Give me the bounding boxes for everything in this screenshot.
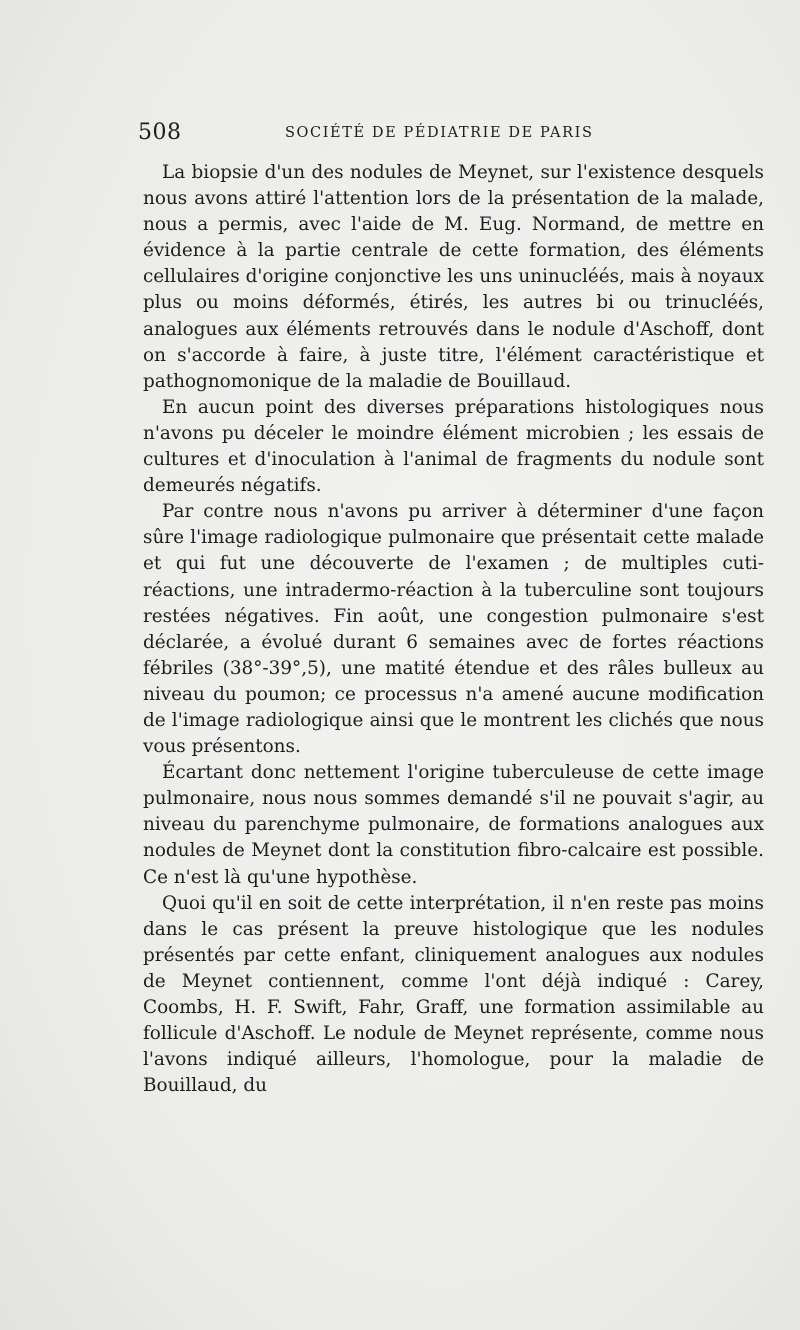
page-number: 508 <box>138 120 182 145</box>
paragraph-biopsy: La biopsie d'un des nodules de Meynet, sur l'existence desquels nous avons attiré l'attention lors de la présentation de la malade, nous a permis, avec l'aide de M. Eug. Normand, de mettre en évidence à la partie centrale de cette formation, des éléments cellulaires d'origine conjonctive les uns uninucléés, mais à noyaux plus ou moins déformés, étirés, les autres bi ou trinucléés, analogues aux éléments retrouvés dans le nodule d'Aschoff, dont on s'accorde à faire, à juste titre, l'élément caractéristique et pathognomonique de la maladie de Bouillaud. <box>143 162 764 392</box>
running-title: SOCIÉTÉ DE PÉDIATRIE DE PARIS <box>285 125 594 141</box>
paragraph-radiologic: Par contre nous n'avons pu arriver à déterminer d'une façon sûre l'image radiologique pulmonaire que présentait cette malade et qui fut une découverte de l'examen ; de multiples cuti-réactions, une intradermo-réaction à la tuberculine sont toujours restées négatives. Fin août, une congestion pulmonaire s'est déclarée, a évolué durant 6 semaines avec de fortes réactions fébriles (38°-39°,5), une matité étendue et des râles bulleux au niveau du poumon; ce processus n'a amené aucune modification de l'image radiologique ainsi que le montrent les clichés que nous vous présentons. <box>143 501 764 758</box>
body-text <box>143 160 764 1099</box>
paragraph-interpretation: Quoi qu'il en soit de cette interprétation, il n'en reste pas moins dans le cas présent la preuve histologique que les nodules présentés par cette enfant, cliniquement analogues aux nodules de Meynet contiennent, comme l'ont déjà indiqué : Carey, Coombs, H. F. Swift, Fahr, Graff, une formation assimilable au follicule d'Aschoff. Le nodule de Meynet représente, comme nous l'avons indiqué ailleurs, l'homologue, pour la maladie de Bouillaud, du <box>143 892 764 1097</box>
paragraph-microbial: En aucun point des diverses préparations histologiques nous n'avons pu déceler le moindre élément microbien ; les essais de cultures et d'inoculation à l'animal de fragments du nodule sont demeurés négatifs. <box>143 396 764 497</box>
paragraph-hypothesis: Écartant donc nettement l'origine tuberculeuse de cette image pulmonaire, nous nous sommes demandé s'il ne pouvait s'agir, au niveau du parenchyme pulmonaire, de formations analogues aux nodules de Meynet dont la constitution fibro-calcaire est possible. Ce n'est là qu'une hypothèse. <box>143 762 764 888</box>
page-header <box>138 120 764 150</box>
